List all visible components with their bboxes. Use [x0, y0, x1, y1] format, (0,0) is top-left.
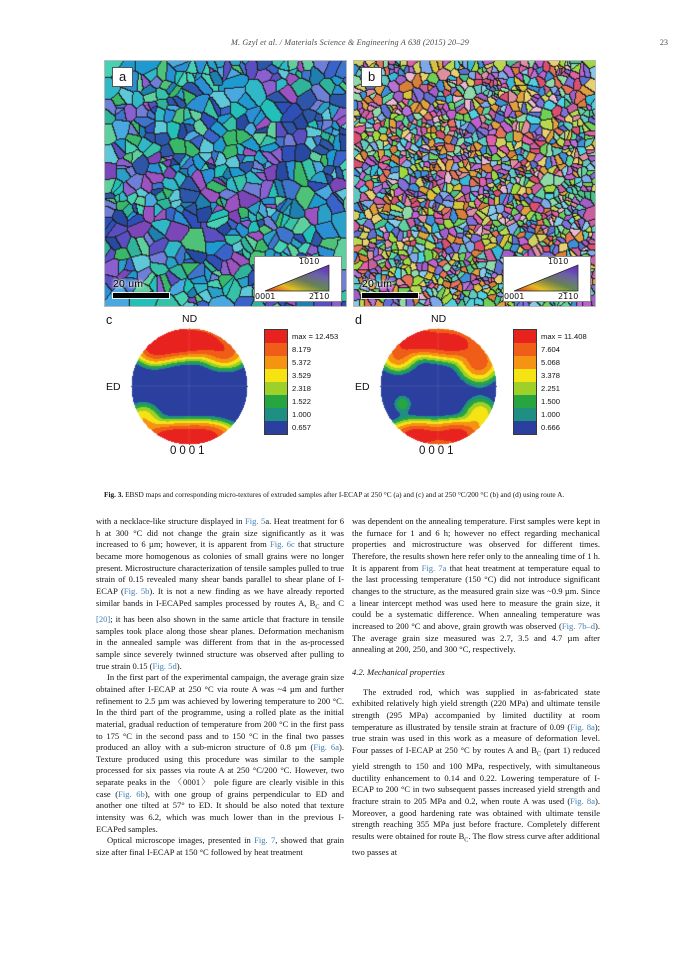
svg-text:1010: 1010: [548, 257, 569, 266]
pf-plot-c: [130, 327, 248, 445]
legend-value: 5.372: [292, 358, 312, 367]
text-run: (part 1) reduced yield strength to 150 and 100 MPa, respectively, with simultaneous ductility enhancement to 0.14 and 0.22. Lowering temperature of I-ECAP to 200 °C in two subsequent passes increased yield strength and fracture strain to 205 MPa and 0.2, when route A was used (: [352, 744, 600, 807]
cross-reference-link[interactable]: Fig. 5: [244, 516, 266, 526]
legend-swatch: [514, 395, 536, 408]
svg-text:0001: 0001: [504, 292, 525, 301]
legend-swatch: [514, 421, 536, 434]
text-run: ). It is not a new finding as we have already reported similar bands in I-ECAPed samples processed by routes A, B: [96, 585, 344, 608]
panel-label-d: d: [355, 313, 362, 327]
text-run: ; it has been also shown in the same article that fracture in tensile samples took place along those shear planes. Deformation mechanism in the annealed sample was different from that in the as-processed sample since severely twinned structure was observed after pulling to true strain 0.15 (: [96, 613, 344, 671]
pf-bottom-label-c: 0001: [170, 445, 208, 457]
svg-text:1010: 1010: [299, 257, 320, 266]
legend-swatch: [514, 330, 536, 343]
text-run: ); true strain was used in this work as a measure of deformation level. Four passes of I-ECAP at 250 °C by routes A and B: [352, 721, 601, 755]
figure-3: [104, 60, 596, 461]
pf-legend-colorbar: [513, 329, 537, 435]
panel-label-c: c: [106, 313, 113, 327]
legend-swatch: [514, 408, 536, 421]
text-run: ). Texture produced using this procedure was similar to the sample processed for six passes via route A at 250 °C/200 °C. However, two separate peaks in the 〈0001〉 pole figure are clearly visible in this case (: [96, 742, 344, 799]
body-paragraph: [96, 835, 344, 858]
text-run: ). Moreover, a good hardening rate was obtained with ultimate tensile strength reaching 355 MPa just before fracture. Completely different results were obtained for route B: [352, 796, 600, 842]
page-number: 23: [659, 38, 668, 47]
scale-bar-line: [362, 293, 418, 298]
body-paragraph: [352, 516, 600, 656]
cross-reference-link[interactable]: Fig. 8a: [570, 721, 595, 732]
body-paragraph: [96, 672, 344, 835]
svg-text:2110: 2110: [309, 292, 330, 301]
pf-legend-labels: [292, 329, 338, 435]
ebsd-map-a: [104, 60, 347, 307]
legend-swatch: [265, 408, 287, 421]
cross-reference-link[interactable]: Fig. 7b–d: [561, 620, 596, 631]
pf-legend-d: [513, 329, 587, 435]
text-run: that heat treatment at temperature equal to the last processing temperature (150 °C) did not introduce significant changes to the structure, as the measured grain size was ~0.9 µm. Since a linear intercept method was used here to measure the grain size, it could be a systematic difference. When annealing temperature was increased to 200 °C and above, grain growth was observed (: [352, 562, 600, 631]
cross-reference-link[interactable]: Fig. 5d: [152, 660, 177, 671]
cross-reference-link[interactable]: Fig. 6a: [313, 742, 340, 753]
legend-value: 2.251: [541, 384, 561, 393]
text-run: ).: [176, 660, 182, 671]
legend-value: 0.657: [292, 423, 312, 432]
running-head: M. Gzyl et al. / Materials Science & Engineering A 638 (2015) 20–29: [230, 38, 470, 47]
text-run: In the first part of the experimental campaign, the average grain size obtained after I-ECAP at 250 °C via route A was ~4 µm and further refinement to 2.5 µm was achieved by lowering temperature to 200 °C. In the third part of the programme, using a rolled plate as the initial material, gradual reduction of temperature from 200 °C in the first pass to 175 °C in the second pass and to 150 °C in the final two passes produced an alloy with a sub-micron structure of 0.8 µm (: [96, 672, 344, 753]
legend-value: 0.666: [541, 423, 561, 432]
pole-figure-c: [104, 313, 347, 461]
figure-caption-label: Fig. 3.: [104, 490, 124, 499]
legend-value: 2.318: [292, 384, 312, 393]
legend-value: 3.529: [292, 371, 312, 380]
text-run: , showed that grain size after final I-ECAP at 150 °C followed by heat treatment: [96, 835, 345, 858]
legend-swatch: [265, 395, 287, 408]
svg-text:2110: 2110: [558, 292, 579, 301]
legend-swatch: [514, 356, 536, 369]
legend-swatch: [514, 382, 536, 395]
cross-reference-link[interactable]: Fig. 5b: [123, 585, 150, 596]
panel-label-b: b: [361, 67, 382, 87]
figure-caption: [104, 490, 596, 501]
scale-bar-label: 20 um: [362, 278, 393, 290]
scale-bar-b: [362, 279, 418, 298]
legend-swatch: [514, 369, 536, 382]
legend-value: 5.068: [541, 358, 561, 367]
cross-reference-link[interactable]: Fig. 8a: [570, 796, 596, 807]
subscript: C: [464, 837, 469, 844]
text-run: ), with one group of grains perpendicular to ED and another one tilted at 57° to ED. It should be also noted that texture intensity was 6.2, which was much lower than in the previous I-ECAPed samples.: [96, 788, 344, 834]
figure-caption-text: EBSD maps and corresponding micro-textures of extruded samples after I-ECAP at 250 °C (a) and (c) and at 250 °C/200 °C (b) and (d) using route A.: [123, 490, 565, 499]
pf-nd-label-c: ND: [182, 313, 198, 325]
pf-legend-c: [264, 329, 338, 435]
legend-value: max = 11.408: [541, 332, 587, 341]
legend-value: 8.179: [292, 345, 312, 354]
subscript: C: [315, 604, 320, 611]
section-heading: 4.2. Mechanical properties: [352, 666, 445, 677]
pole-figure-d: [353, 313, 596, 461]
panel-label-a: a: [112, 67, 133, 87]
text-run: was dependent on the annealing temperature. First samples were kept in the furnace for 1 and 6 h; however no effect regarding mechanical properties and microstructure was observed for different times. Therefore, the results shown here refer only to the annealing time of 1 h. It is apparent from: [352, 516, 601, 573]
text-run: The extruded rod, which was supplied in as-fabricated state exhibited relatively high yield strength (220 MPa) and ultimate tensile strength (295 MPa) accompanied by limited ductility at room temperature as illustrated by tensile strain at fracture of 0.09 (: [352, 686, 600, 732]
body-column-right: [352, 516, 600, 859]
cross-reference-link[interactable]: Fig. 7: [254, 835, 276, 846]
legend-value: max = 12.453: [292, 332, 339, 341]
text-run: with a necklace-like structure displayed in: [96, 516, 245, 526]
legend-value: 1.500: [541, 397, 561, 406]
text-run: a. Heat treatment for 6 h at 300 °C did not change the grain size significantly as it was increased to 6 µm; however, it is apparent from: [96, 516, 344, 550]
pf-legend-colorbar: [264, 329, 288, 435]
pf-bottom-label-d: 0001: [419, 445, 457, 457]
legend-swatch: [265, 382, 287, 395]
legend-swatch: [265, 330, 287, 343]
text-run: ). The average grain size measured was 2.7, 3.5 and 4.7 µm after annealing at 200, 250, and 300 °C, respectively.: [352, 620, 600, 655]
ipf-legend-a: [254, 256, 342, 302]
ebsd-map-row: [104, 60, 596, 307]
legend-swatch: [514, 343, 536, 356]
cross-reference-link[interactable]: Fig. 6b: [118, 788, 145, 799]
legend-value: 1.000: [292, 410, 312, 419]
text-run: Optical microscope images, presented in: [107, 835, 255, 846]
body-column-left: [96, 516, 344, 859]
pf-ed-label-d: ED: [355, 381, 370, 393]
scale-bar-line: [113, 293, 169, 298]
body-paragraph: [96, 516, 344, 672]
cross-reference-link[interactable]: [20]: [96, 613, 111, 624]
text-run: and C: [319, 597, 344, 608]
text-run: that structure became more homogenous as colonies of small grains were no longer present. Microstructure characterization of tensile samples pulled to true strain of 0.15 revealed many shear bands parallel to shear plane of I-ECAP (: [96, 539, 344, 596]
legend-value: 3.378: [541, 371, 561, 380]
pf-nd-label-d: ND: [431, 313, 447, 325]
pf-legend-labels: [541, 329, 587, 435]
legend-value: 1.522: [292, 397, 312, 406]
pole-figure-row: [104, 313, 596, 461]
legend-value: 7.604: [541, 345, 561, 354]
legend-value: 1.000: [541, 410, 561, 419]
cross-reference-link[interactable]: Fig. 6c: [269, 539, 295, 550]
subscript: C: [536, 751, 542, 758]
cross-reference-link[interactable]: Fig. 7a: [421, 562, 447, 573]
pf-ed-label-c: ED: [106, 381, 121, 393]
text-run: . The flow stress curve after additional two passes at: [352, 831, 600, 858]
legend-swatch: [265, 356, 287, 369]
ebsd-map-b: [353, 60, 596, 307]
body-paragraph: [352, 687, 600, 860]
scale-bar-label: 20 um: [113, 278, 144, 290]
ipf-legend-b: [503, 256, 591, 302]
pf-plot-d: [379, 327, 497, 445]
svg-text:0001: 0001: [255, 292, 276, 301]
legend-swatch: [265, 343, 287, 356]
legend-swatch: [265, 369, 287, 382]
scale-bar-a: [113, 279, 169, 298]
legend-swatch: [265, 421, 287, 434]
